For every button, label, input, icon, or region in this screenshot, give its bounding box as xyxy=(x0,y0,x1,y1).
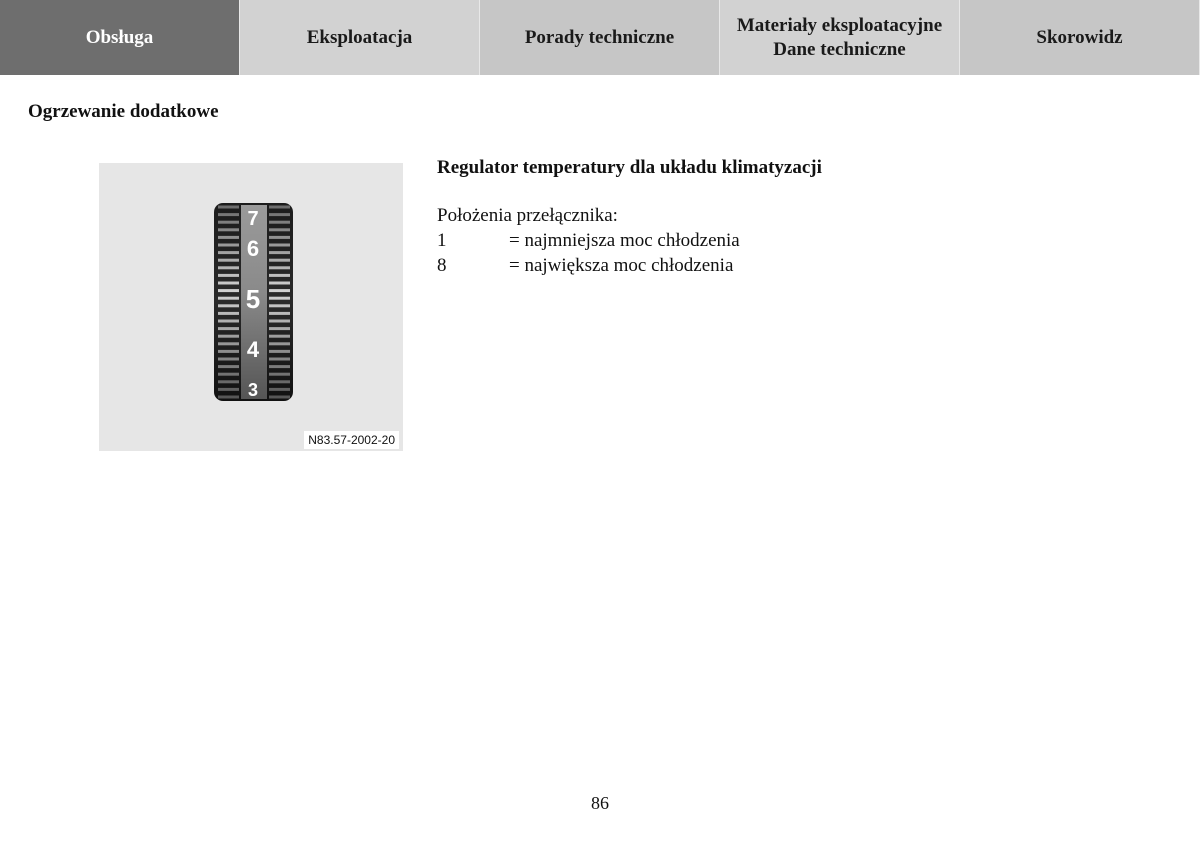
dial-ridge xyxy=(218,282,239,285)
dial-ridge xyxy=(218,228,239,231)
tab-label: Porady techniczne xyxy=(524,26,675,48)
dial-ridge xyxy=(218,312,239,315)
position-row xyxy=(437,228,1137,253)
dial-ridge xyxy=(269,236,290,239)
dial-ridge xyxy=(218,388,239,391)
dial-ridge xyxy=(269,244,290,247)
dial-ridge xyxy=(269,373,290,376)
position-key: 8 xyxy=(437,255,447,276)
dial-ridge xyxy=(218,342,239,345)
dial-ridge xyxy=(218,244,239,247)
dial-ridge xyxy=(269,266,290,269)
tab-label: Skorowidz xyxy=(1036,26,1123,48)
dial-ridge xyxy=(269,213,290,216)
dial-number: 3 xyxy=(247,380,259,400)
dial-ridge xyxy=(269,282,290,285)
tab-porady-techniczne[interactable] xyxy=(480,0,720,75)
dial-ridge xyxy=(218,380,239,383)
dial-ridge xyxy=(269,388,290,391)
dial-number: 7 xyxy=(247,208,259,230)
dial-ridge xyxy=(269,312,290,315)
dial-ridge xyxy=(218,289,239,292)
figure-code: N83.57-2002-20 xyxy=(304,431,399,449)
dial-ridge xyxy=(218,350,239,353)
position-key: 1 xyxy=(437,230,447,251)
dial-ridge xyxy=(218,304,239,307)
dial-ridge xyxy=(218,236,239,239)
dial-ridge xyxy=(218,251,239,254)
dial-ridge xyxy=(218,274,239,277)
dial-ridge xyxy=(269,206,290,209)
dial-ridge xyxy=(218,396,239,399)
tab-materialy-dane-techniczne[interactable] xyxy=(720,0,960,75)
dial-ridge xyxy=(269,365,290,368)
dial-ridge xyxy=(269,342,290,345)
dial-ridge xyxy=(218,373,239,376)
dial-ridge xyxy=(218,358,239,361)
dial-ridge xyxy=(269,335,290,338)
position-desc: = najmniejsza moc chłodzenia xyxy=(509,230,740,251)
dial-ridge xyxy=(218,259,239,262)
tab-eksploatacja[interactable] xyxy=(240,0,480,75)
position-desc: = największa moc chłodzenia xyxy=(509,255,734,276)
tab-label: Materiały eksploatacyjne Dane techniczne xyxy=(736,14,943,60)
dial-ridge xyxy=(269,289,290,292)
dial-ridge xyxy=(218,320,239,323)
dial-ridge xyxy=(269,380,290,383)
content-block xyxy=(437,157,1137,278)
content-heading: Regulator temperatury dla układu klimatyzacji xyxy=(437,157,822,178)
dial-ridge xyxy=(218,266,239,269)
section-tabs xyxy=(0,0,1200,75)
tab-skorowidz[interactable] xyxy=(960,0,1200,75)
temperature-dial-illustration xyxy=(99,163,403,451)
dial-ridge xyxy=(269,320,290,323)
dial-ridge xyxy=(269,297,290,300)
dial-ridge xyxy=(218,221,239,224)
tab-label: Eksploatacja xyxy=(306,26,413,48)
positions-intro: Położenia przełącznika: xyxy=(437,205,618,226)
dial-ridge xyxy=(269,358,290,361)
page-number: 86 xyxy=(591,793,609,813)
dial-ridge xyxy=(218,365,239,368)
dial-ridge xyxy=(218,213,239,216)
dial-ridge xyxy=(269,304,290,307)
dial-ridge xyxy=(269,228,290,231)
dial-ridge xyxy=(269,251,290,254)
dial-number: 6 xyxy=(246,236,260,261)
dial-ridge xyxy=(269,396,290,399)
section-title: Ogrzewanie dodatkowe xyxy=(28,101,219,122)
dial-ridge xyxy=(218,206,239,209)
dial-ridge xyxy=(269,327,290,330)
dial-ridge xyxy=(269,274,290,277)
tab-obsluga[interactable] xyxy=(0,0,240,75)
temperature-dial-figure xyxy=(99,163,403,451)
tab-label: Obsługa xyxy=(85,26,154,48)
dial-ridge xyxy=(269,221,290,224)
position-row xyxy=(437,253,1137,278)
dial-ridge xyxy=(218,327,239,330)
dial-ridge xyxy=(218,335,239,338)
dial-number: 5 xyxy=(245,284,261,314)
dial-number: 4 xyxy=(246,337,260,362)
dial-ridge xyxy=(269,259,290,262)
dial-ridge xyxy=(269,350,290,353)
dial-ridge xyxy=(218,297,239,300)
